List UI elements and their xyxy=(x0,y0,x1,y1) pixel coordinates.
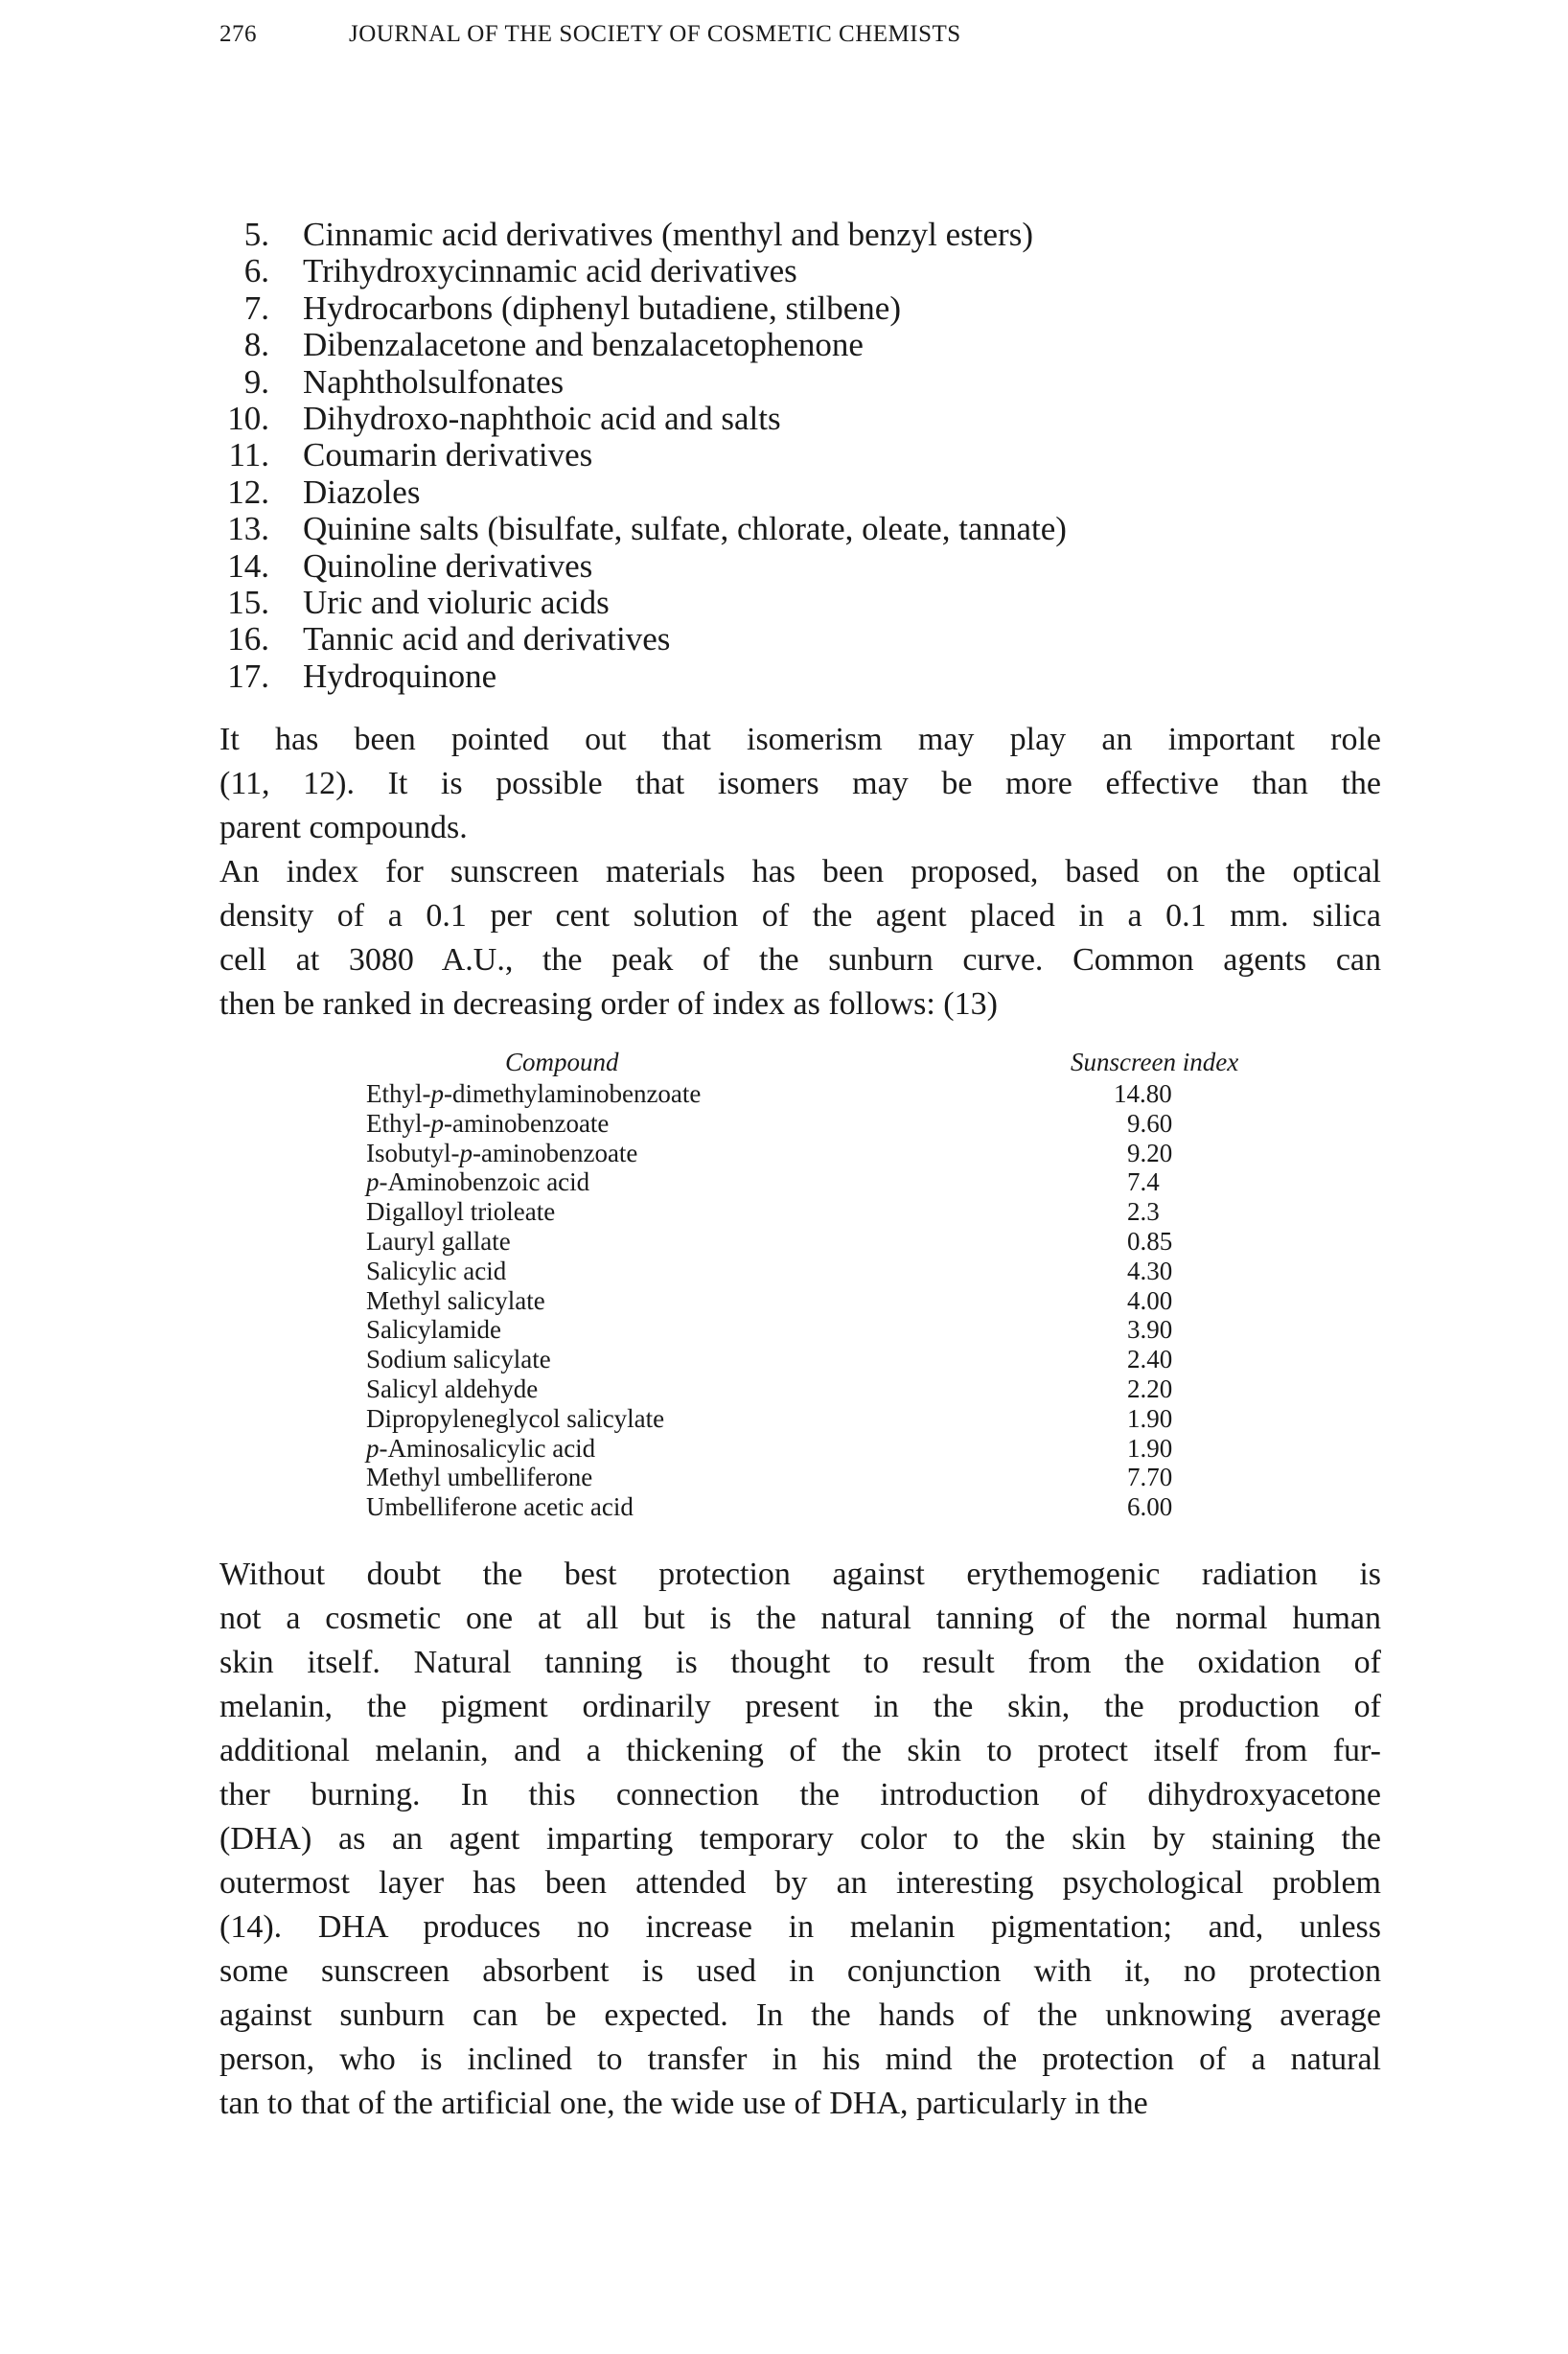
paragraph-natural-tanning xyxy=(219,1553,1381,2126)
text-line: melanin, the pigment ordinarily present in the skin, the production of xyxy=(219,1689,1381,1724)
list-text: Tannic acid and derivatives xyxy=(303,620,671,658)
list-number: 16. xyxy=(227,620,269,658)
compound-name: Dipropyleneglycol salicylate xyxy=(366,1403,665,1433)
compound-name: p-Aminosalicylic acid xyxy=(366,1433,596,1463)
list-text: Trihydroxycinnamic acid derivatives xyxy=(303,252,797,290)
sunscreen-index-value: 7.70 xyxy=(1127,1463,1173,1492)
list-text: Naphtholsulfonates xyxy=(303,362,565,401)
compound-name: Ethyl-p-aminobenzoate xyxy=(366,1108,610,1138)
list-item xyxy=(219,658,1381,695)
sunscreen-index-value: 9.60 xyxy=(1127,1108,1173,1138)
text-line: not a cosmetic one at all but is the natural tanning of the normal human xyxy=(219,1601,1381,1636)
compound-name: p-Aminobenzoic acid xyxy=(366,1167,590,1197)
text-line: An index for sunscreen materials has been proposed, based on the optical xyxy=(219,854,1381,889)
text-line: person, who is inclined to transfer in his mind the protection of a natural xyxy=(219,2042,1381,2077)
table-header xyxy=(366,1045,1325,1079)
list-item xyxy=(219,401,1381,437)
list-item xyxy=(219,548,1381,585)
sunscreen-index-value: 4.00 xyxy=(1127,1285,1173,1315)
list-item xyxy=(219,585,1381,621)
text-line: some sunscreen absorbent is used in conjunction with it, no protection xyxy=(219,1953,1381,1989)
table-row xyxy=(366,1315,1325,1345)
text-line: (14). DHA produces no increase in melanin pigmentation; and, unless xyxy=(219,1909,1381,1945)
sunscreen-index-value: 9.20 xyxy=(1127,1138,1173,1167)
list-text: Hydrocarbons (diphenyl butadiene, stilbene) xyxy=(303,288,901,327)
text-line: cell at 3080 A.U., the peak of the sunburn curve. Common agents can xyxy=(219,942,1381,978)
sunscreen-index-value: 7.4 xyxy=(1127,1167,1160,1197)
sunscreen-index-value: 2.3 xyxy=(1127,1197,1160,1227)
text-line: Without doubt the best protection against erythemogenic radiation is xyxy=(219,1557,1381,1592)
text-line: ther burning. In this connection the introduction of dihydroxyacetone xyxy=(219,1777,1381,1812)
table-row xyxy=(366,1227,1325,1257)
sunscreen-index-value: 14.80 xyxy=(1114,1079,1172,1108)
compound-name: Methyl salicylate xyxy=(366,1285,545,1315)
text-line: outermost layer has been attended by an interesting psychological problem xyxy=(219,1865,1381,1901)
table-row xyxy=(366,1286,1325,1316)
text-line: parent compounds. xyxy=(219,810,468,845)
list-number: 13. xyxy=(227,510,269,548)
list-text: Coumarin derivatives xyxy=(303,436,593,474)
column-header-sunscreen-index: Sunscreen index xyxy=(1071,1048,1239,1076)
list-number: 7. xyxy=(243,288,269,327)
compound-name: Lauryl gallate xyxy=(366,1226,511,1256)
table-row xyxy=(366,1197,1325,1227)
list-text: Quinoline derivatives xyxy=(303,546,593,585)
table-row xyxy=(366,1404,1325,1434)
list-item xyxy=(219,217,1381,253)
sunscreen-index-value: 3.90 xyxy=(1127,1315,1173,1345)
table-row xyxy=(366,1463,1325,1492)
list-number: 17. xyxy=(227,657,269,695)
list-text: Quinine salts (bisulfate, sulfate, chlorate, oleate, tannate) xyxy=(303,510,1067,548)
list-item xyxy=(219,253,1381,289)
table-row xyxy=(366,1079,1325,1109)
sunscreen-index-value: 1.90 xyxy=(1127,1433,1173,1463)
list-item xyxy=(219,364,1381,401)
compound-name: Umbelliferone acetic acid xyxy=(366,1492,634,1522)
running-header xyxy=(219,21,1381,59)
list-item xyxy=(219,290,1381,327)
list-number: 11. xyxy=(228,436,269,474)
list-text: Hydroquinone xyxy=(303,657,497,695)
compound-name: Methyl umbelliferone xyxy=(366,1463,593,1492)
table-row xyxy=(366,1167,1325,1197)
compound-name: Isobutyl-p-aminobenzoate xyxy=(366,1138,638,1167)
sunscreen-index-value: 2.40 xyxy=(1127,1345,1173,1374)
sunscreen-index-value: 4.30 xyxy=(1127,1256,1173,1285)
list-item xyxy=(219,474,1381,511)
sunscreen-index-value: 6.00 xyxy=(1127,1492,1173,1522)
compound-name: Salicylic acid xyxy=(366,1256,507,1285)
list-number: 6. xyxy=(243,252,269,290)
compound-name: Ethyl-p-dimethylaminobenzoate xyxy=(366,1079,702,1108)
text-line: (DHA) as an agent imparting temporary color to the skin by staining the xyxy=(219,1821,1381,1857)
sunscreen-index-value: 1.90 xyxy=(1127,1403,1173,1433)
list-text: Dihydroxo-naphthoic acid and salts xyxy=(303,399,781,437)
compound-name: Salicyl aldehyde xyxy=(366,1373,539,1403)
list-number: 10. xyxy=(227,399,269,437)
table-row xyxy=(366,1434,1325,1464)
list-number: 15. xyxy=(227,583,269,621)
text-line: It has been pointed out that isomerism may play an important role xyxy=(219,722,1381,757)
column-header-compound: Compound xyxy=(505,1048,619,1076)
list-text: Dibenzalacetone and benzalacetophenone xyxy=(303,326,864,364)
numbered-list xyxy=(219,217,1381,695)
list-item xyxy=(219,437,1381,473)
sunscreen-index-value: 0.85 xyxy=(1127,1226,1173,1256)
list-number: 9. xyxy=(243,362,269,401)
sunscreen-index-value: 2.20 xyxy=(1127,1373,1173,1403)
paragraph-sunscreen-index xyxy=(219,850,1381,1027)
text-line: additional melanin, and a thickening of the skin to protect itself from fur- xyxy=(219,1733,1381,1768)
list-number: 5. xyxy=(243,216,269,253)
list-text: Diazoles xyxy=(303,473,421,511)
table-row xyxy=(366,1139,1325,1168)
table-row xyxy=(366,1374,1325,1404)
list-number: 14. xyxy=(227,546,269,585)
text-line: then be ranked in decreasing order of index as follows: (13) xyxy=(219,986,998,1022)
list-number: 8. xyxy=(243,326,269,364)
table-row xyxy=(366,1257,1325,1286)
table-row xyxy=(366,1492,1325,1522)
list-text: Uric and violuric acids xyxy=(303,583,610,621)
text-line: (11, 12). It is possible that isomers may be more effective than the xyxy=(219,766,1381,801)
list-item xyxy=(219,327,1381,363)
list-item xyxy=(219,621,1381,658)
list-text: Cinnamic acid derivatives (menthyl and benzyl esters) xyxy=(303,216,1033,253)
table-row xyxy=(366,1109,1325,1139)
text-line: tan to that of the artificial one, the wide use of DHA, particularly in the xyxy=(219,2086,1148,2121)
table-row xyxy=(366,1345,1325,1374)
list-number: 12. xyxy=(227,473,269,511)
journal-title: JOURNAL OF THE SOCIETY OF COSMETIC CHEMISTS xyxy=(349,21,961,47)
sunscreen-index-table xyxy=(366,1045,1325,1522)
paragraph-isomerism xyxy=(219,718,1381,850)
compound-name: Sodium salicylate xyxy=(366,1345,551,1374)
compound-name: Digalloyl trioleate xyxy=(366,1197,556,1227)
compound-name: Salicylamide xyxy=(366,1315,501,1345)
list-item xyxy=(219,511,1381,547)
text-line: skin itself. Natural tanning is thought to result from the oxidation of xyxy=(219,1645,1381,1680)
text-line: density of a 0.1 per cent solution of the agent placed in a 0.1 mm. silica xyxy=(219,898,1381,934)
text-line: against sunburn can be expected. In the hands of the unknowing average xyxy=(219,1997,1381,2033)
page-number: 276 xyxy=(219,21,257,47)
